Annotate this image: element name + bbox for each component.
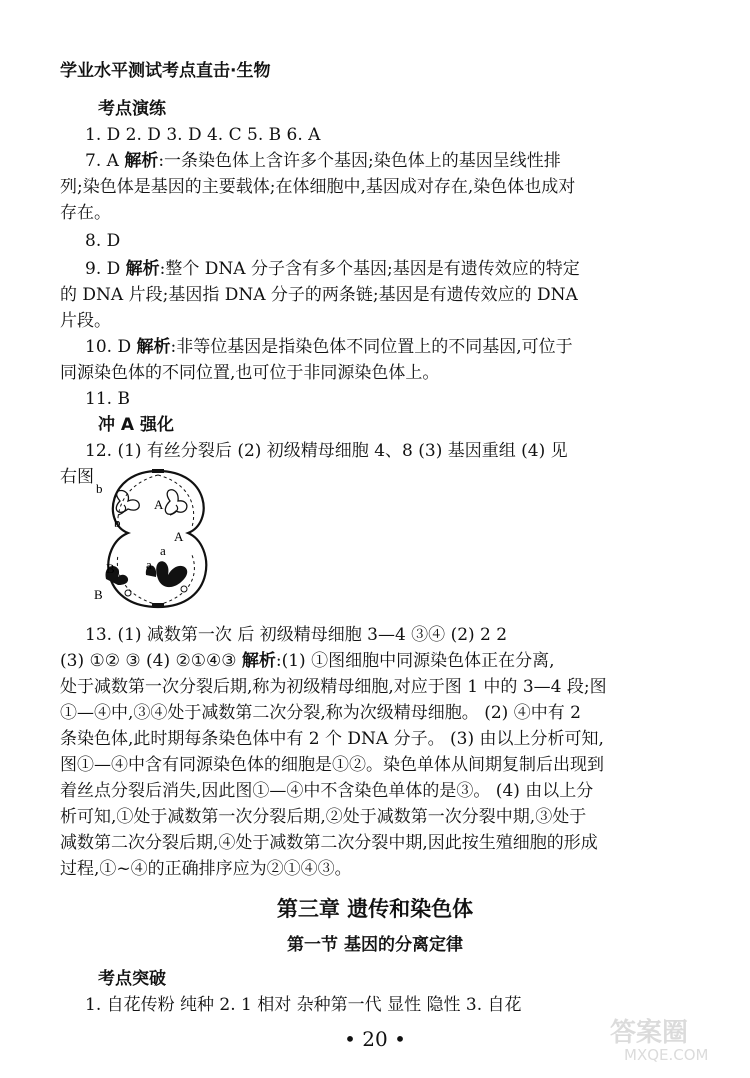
text-line: 过程,①~④的正确排序应为②①④③。 <box>60 859 352 879</box>
gene-label: B <box>94 587 103 602</box>
text-line: (3) ①② ③ (4) ②①④③ 解析:(1) ①图细胞中同源染色体正在分离, <box>60 651 555 671</box>
answer-line: 9. D 解析:整个 DNA 分子含有多个基因;基因是有遗传效应的特定 <box>85 259 580 279</box>
gene-label: b <box>96 481 103 496</box>
text-line: 处于减数第一次分裂后期,称为初级精母细胞,对应于图 1 中的 3—4 段;图 <box>60 677 607 697</box>
cell-division-figure <box>88 465 228 615</box>
text-line: 析可知,①处于减数第一次分裂后期,②处于减数第一次分裂中期,③处于 <box>60 807 587 827</box>
answer-line: 10. D 解析:非等位基因是指染色体不同位置上的不同基因,可位于 <box>85 337 573 357</box>
centriole <box>152 469 164 473</box>
text-line: 着丝点分裂后消失,因此图①—④中不含染色单体的是③。 (4) 由以上分 <box>60 781 594 801</box>
text-line: 片段。 <box>60 311 111 331</box>
chromosome <box>165 490 187 515</box>
gene-label: B <box>106 561 115 576</box>
text-line: 条染色体,此时期每条染色体中有 2 个 DNA 分子。 (3) 由以上分析可知, <box>60 729 604 749</box>
text-line: 存在。 <box>60 203 111 223</box>
watermark: 答案圈 MXQE.COM <box>610 1018 709 1064</box>
answer-line: 13. (1) 减数第一次 后 初级精母细胞 3—4 ③④ (2) 2 2 <box>85 625 508 645</box>
heading-chong-a: 冲 A 强化 <box>98 415 174 435</box>
chapter-title: 第三章 遗传和染色体 <box>276 897 474 921</box>
answer-line: 12. (1) 有丝分裂后 (2) 初级精母细胞 4、8 (3) 基因重组 (4) 见 <box>85 441 568 461</box>
text-line: 图①—④中含有同源染色体的细胞是①②。染色单体从间期复制后出现到 <box>60 755 604 775</box>
text-line: 列;染色体是基因的主要载体;在体细胞中,基因成对存在,染色体也成对 <box>60 177 576 197</box>
heading-kaodian-tupo: 考点突破 <box>98 969 166 989</box>
gene-label: A <box>154 497 164 512</box>
chromosome <box>156 561 187 587</box>
centromere <box>125 590 131 596</box>
section-title: 第一节 基因的分离定律 <box>287 935 463 955</box>
text-line: 右图 <box>60 467 94 487</box>
running-header: 学业水平测试考点直击·生物 <box>60 61 271 81</box>
answer-line: 7. A 解析:一条染色体上含许多个基因;染色体上的基因呈线性排 <box>85 151 561 171</box>
answer-line: 1. D 2. D 3. D 4. C 5. B 6. A <box>85 125 321 145</box>
answer-line: 1. 自花传粉 纯种 2. 1 相对 杂种第一代 显性 隐性 3. 自花 <box>85 995 522 1015</box>
heading-kaodian-yanlian: 考点演练 <box>98 99 166 119</box>
centriole <box>152 603 164 607</box>
text-line: 的 DNA 片段;基因指 DNA 分子的两条链;基因是有遗传效应的 DNA <box>60 285 578 305</box>
text-line: 同源染色体的不同位置,也可位于非同源染色体上。 <box>60 363 440 383</box>
gene-label: a <box>160 543 166 558</box>
text-line: ①—④中,③④处于减数第二次分裂,称为次级精母细胞。 (2) ④中有 2 <box>60 703 581 723</box>
answer-line: 8. D <box>85 231 121 251</box>
gene-label: A <box>174 529 184 544</box>
chromosome <box>116 491 139 513</box>
page-number: • 20 • <box>344 1027 406 1051</box>
centromere <box>181 586 187 592</box>
gene-label: b <box>114 515 121 530</box>
text-line: 减数第二次分裂后期,④处于减数第二次分裂中期,因此按生殖细胞的形成 <box>60 833 598 853</box>
answer-line: 11. B <box>85 389 130 409</box>
gene-label: a <box>146 557 152 572</box>
